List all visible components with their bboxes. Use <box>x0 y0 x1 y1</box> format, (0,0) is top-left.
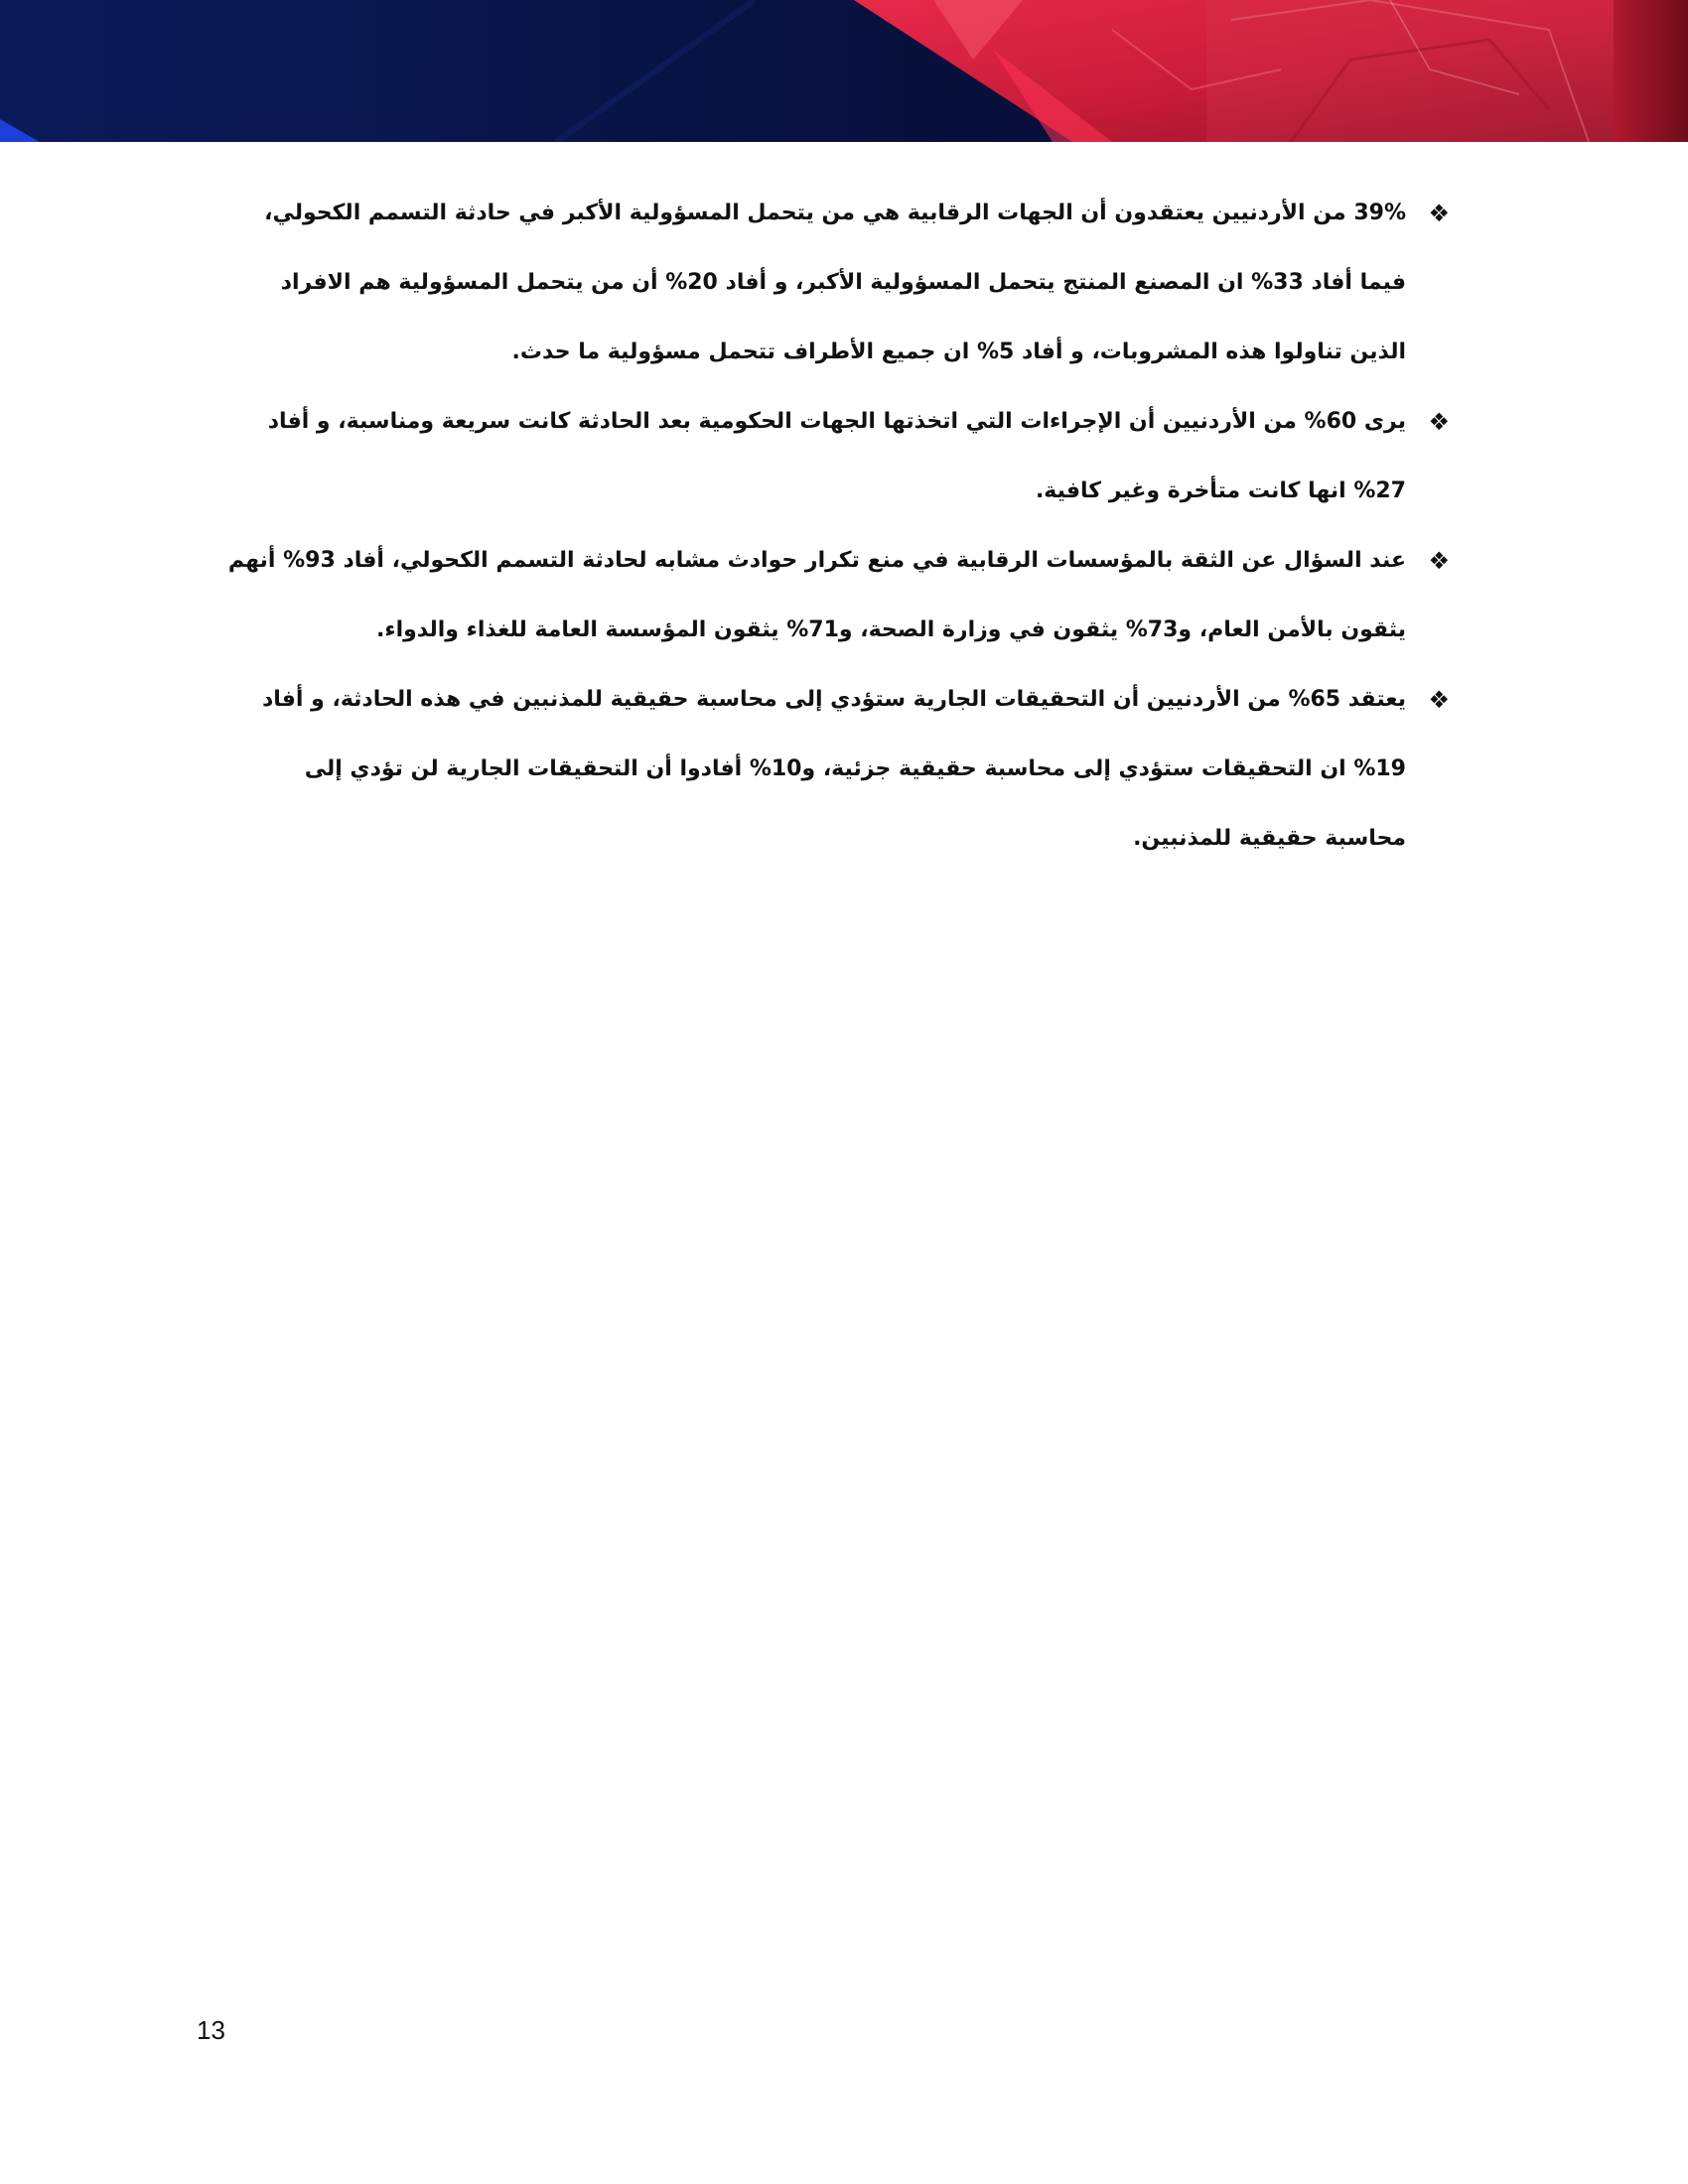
list-item-text: يعتقد 65% من الأردنيين أن التحقيقات الجارية ستؤدي إلى محاسبة حقيقية للمذنبين في هذه الحادثة، و أفاد 19% ان التحقيقات ستؤدي إلى محاسبة حقيقية جزئية، و10% أفادوا أن التحقيقات الجارية لن تؤدي إلى محاسبة حقيقية للمذنبين. <box>261 687 1406 851</box>
list-item <box>218 665 1450 874</box>
header-banner <box>0 0 1688 142</box>
header-banner-graphic <box>0 0 1688 142</box>
list-item <box>218 179 1450 387</box>
diamond-four-icon: ❖ <box>1428 686 1450 714</box>
findings-list <box>218 179 1450 874</box>
list-item <box>218 526 1450 665</box>
diamond-four-icon: ❖ <box>1428 547 1450 575</box>
list-item-text: 39% من الأردنيين يعتقدون أن الجهات الرقابية هي من يتحمل المسؤولية الأكبر في حادثة التسمم الكحولي، فيما أفاد 33% ان المصنع المنتج يتحمل المسؤولية الأكبر، و أفاد 20% أن من يتحمل المسؤولية هم الافراد الذين تناولوا هذه المشروبات، و أفاد 5% ان جميع الأطراف تتحمل مسؤولية ما حدث. <box>264 201 1406 364</box>
main-content <box>218 179 1450 874</box>
diamond-four-icon: ❖ <box>1428 200 1450 227</box>
list-item-text: يرى 60% من الأردنيين أن الإجراءات التي اتخذتها الجهات الحكومية بعد الحادثة كانت سريعة ومناسبة، و أفاد 27% انها كانت متأخرة وغير كافية. <box>267 409 1406 503</box>
list-item <box>218 387 1450 526</box>
list-item-text: عند السؤال عن الثقة بالمؤسسات الرقابية في منع تكرار حوادث مشابه لحادثة التسمم الكحولي، أفاد 93% أنهم يثقون بالأمن العام، و73% يثقون في وزارة الصحة، و71% يثقون المؤسسة العامة للغذاء والدواء. <box>227 548 1406 642</box>
page-number: 13 <box>197 2015 225 2045</box>
diamond-four-icon: ❖ <box>1428 408 1450 436</box>
